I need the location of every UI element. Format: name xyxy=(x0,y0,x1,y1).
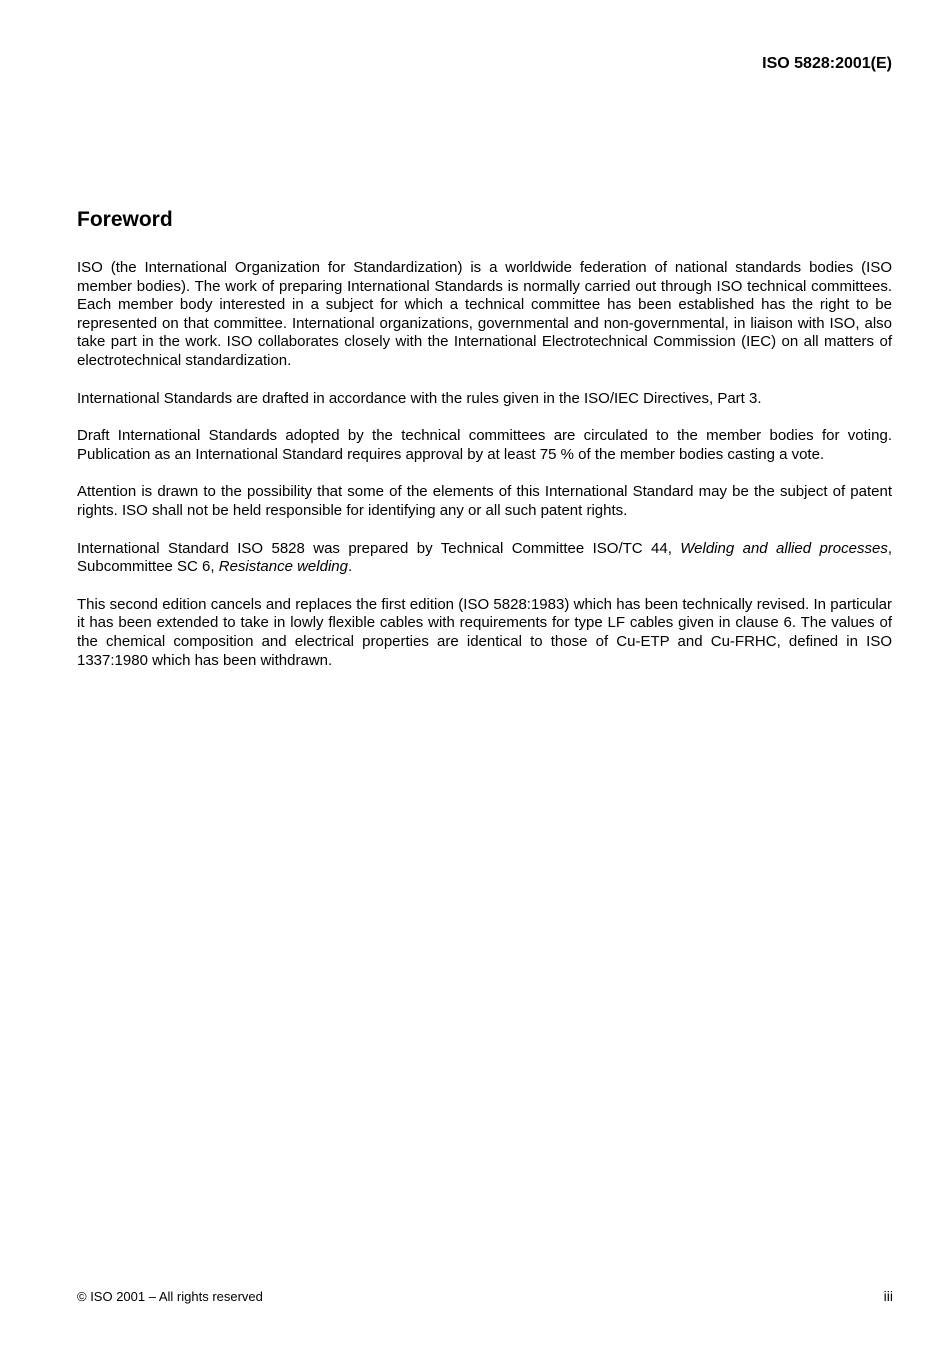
subcommittee-name: Resistance welding xyxy=(218,558,348,576)
document-reference: ISO 5828:2001(E) xyxy=(762,55,892,72)
preparation-mid: , Subcommittee SC 6, xyxy=(77,539,892,576)
copyright-notice: © ISO 2001 – All rights reserved xyxy=(77,1289,263,1304)
paragraph-edition: This second edition cancels and replaces the first edition (ISO 5828:1983) which has been technically revised. In particular it has been extended to take in lowly flexible cables with requirements for type LF cables given in clause 6. The values of the chemical composition and electrical properties are identical to those of Cu-ETP and Cu-FRHC, defined in ISO 1337:1980 which has been withdrawn. xyxy=(77,595,892,669)
paragraph-preparation xyxy=(77,540,892,577)
committee-name: Welding and allied processes xyxy=(680,539,888,557)
foreword-body xyxy=(77,259,892,670)
preparation-end: . xyxy=(347,558,353,576)
paragraph-voting: Draft International Standards adopted by the technical committees are circulated to the member bodies for voting. Publication as an International Standard requires approval by at least 75 % of the member bodies casting a vote. xyxy=(77,427,892,463)
paragraph-drafting-rules: International Standards are drafted in accordance with the rules given in the ISO/IEC Directives, Part 3. xyxy=(77,389,762,407)
page-number: iii xyxy=(883,1288,893,1304)
page-title: Foreword xyxy=(77,208,173,231)
paragraph-iso-overview: ISO (the International Organization for Standardization) is a worldwide federation of national standards bodies (ISO member bodies). The work of preparing International Standards is normally carried out through ISO technical committees. Each member body interested in a subject for which a technical committee has been established has the right to be represented on that committee. International organizations, governmental and non-governmental, in liaison with ISO, also take part in the work. ISO collaborates closely with the International Electrotechnical Commission (IEC) on all matters of electrotechnical standardization. xyxy=(77,259,892,369)
paragraph-patent-rights: Attention is drawn to the possibility that some of the elements of this International Standard may be the subject of patent rights. ISO shall not be held responsible for identifying any or all such patent rights. xyxy=(77,483,892,519)
preparation-intro: International Standard ISO 5828 was prepared by Technical Committee ISO/TC 44, xyxy=(77,539,681,557)
